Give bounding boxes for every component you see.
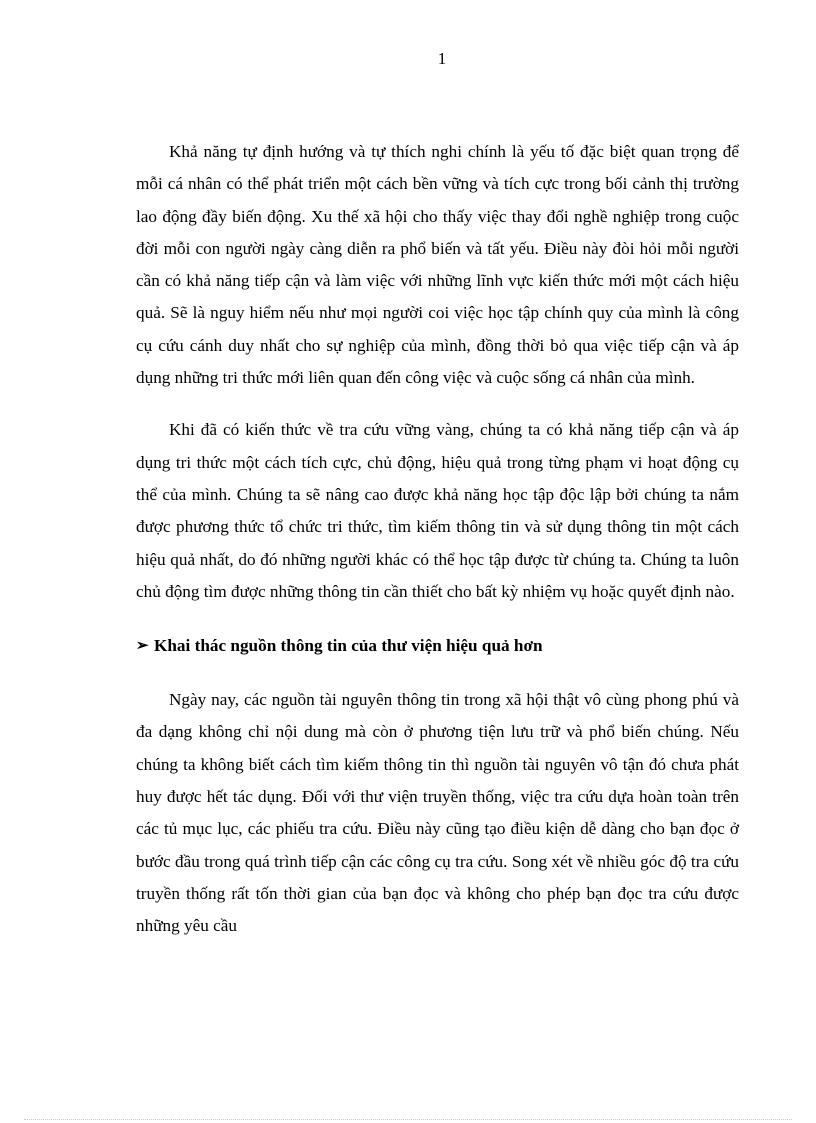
page-number: 1 — [437, 49, 447, 68]
page-bottom-divider — [24, 1119, 792, 1120]
paragraph-library-resources: Ngày nay, các nguồn tài nguyên thông tin trong xã hội thật vô cùng phong phú và đa dạng không chỉ nội dung mà còn ở phương tiện lưu trữ và phổ biến chúng. Nếu chúng ta không biết cách tìm kiếm thông tin thì nguồn tài nguyên vô tận đó chưa phát huy được hết tác dụng. Đối với thư viện truyền thống, việc tra cứu dựa hoàn toàn trên các tủ mục lục, các phiếu tra cứu. Điều này cũng tạo điều kiện dễ dàng cho bạn đọc ở bước đầu trong quá trình tiếp cận các công cụ tra cứu. Song xét về nhiều góc độ tra cứu truyền thống rất tốn thời gian của bạn đọc và không cho phép bạn đọc tra cứu được những yêu cầu — [136, 690, 739, 936]
arrow-bullet-icon: ➢ — [136, 638, 149, 655]
section-heading — [136, 630, 739, 662]
paragraph-self-orientation: Khả năng tự định hướng và tự thích nghi chính là yếu tố đặc biệt quan trọng để mỗi cá nhân có thể phát triển một cách bền vững và tích cực trong bối cảnh thị trường lao động đầy biến động. Xu thế xã hội cho thấy việc thay đổi nghề nghiệp trong cuộc đời mỗi con người ngày càng diễn ra phổ biến và tất yếu. Điều này đòi hỏi mỗi người cần có khả năng tiếp cận và làm việc với những lĩnh vực kiến thức mới một cách hiệu quả. Sẽ là nguy hiểm nếu như mọi người coi việc học tập chính quy của mình là công cụ cứu cánh duy nhất cho sự nghiệp của mình, đồng thời bỏ qua việc tiếp cận và áp dụng những tri thức mới liên quan đến công việc và cuộc sống cá nhân của mình. — [136, 142, 739, 388]
section-heading-text: Khai thác nguồn thông tin của thư viện hiệu quả hơn — [154, 636, 543, 656]
document-body — [136, 136, 739, 943]
paragraph-research-skills: Khi đã có kiến thức về tra cứu vững vàng, chúng ta có khả năng tiếp cận và áp dụng tri thức một cách tích cực, chủ động, hiệu quả trong từng phạm vi hoạt động cụ thể của mình. Chúng ta sẽ nâng cao được khả năng học tập độc lập bởi chúng ta nắm được phương thức tổ chức tri thức, tìm kiếm thông tin và sử dụng thông tin một cách hiệu quả nhất, do đó những người khác có thể học tập được từ chúng ta. Chúng ta luôn chủ động tìm được những thông tin cần thiết cho bất kỳ nhiệm vụ hoặc quyết định nào. — [136, 420, 739, 601]
